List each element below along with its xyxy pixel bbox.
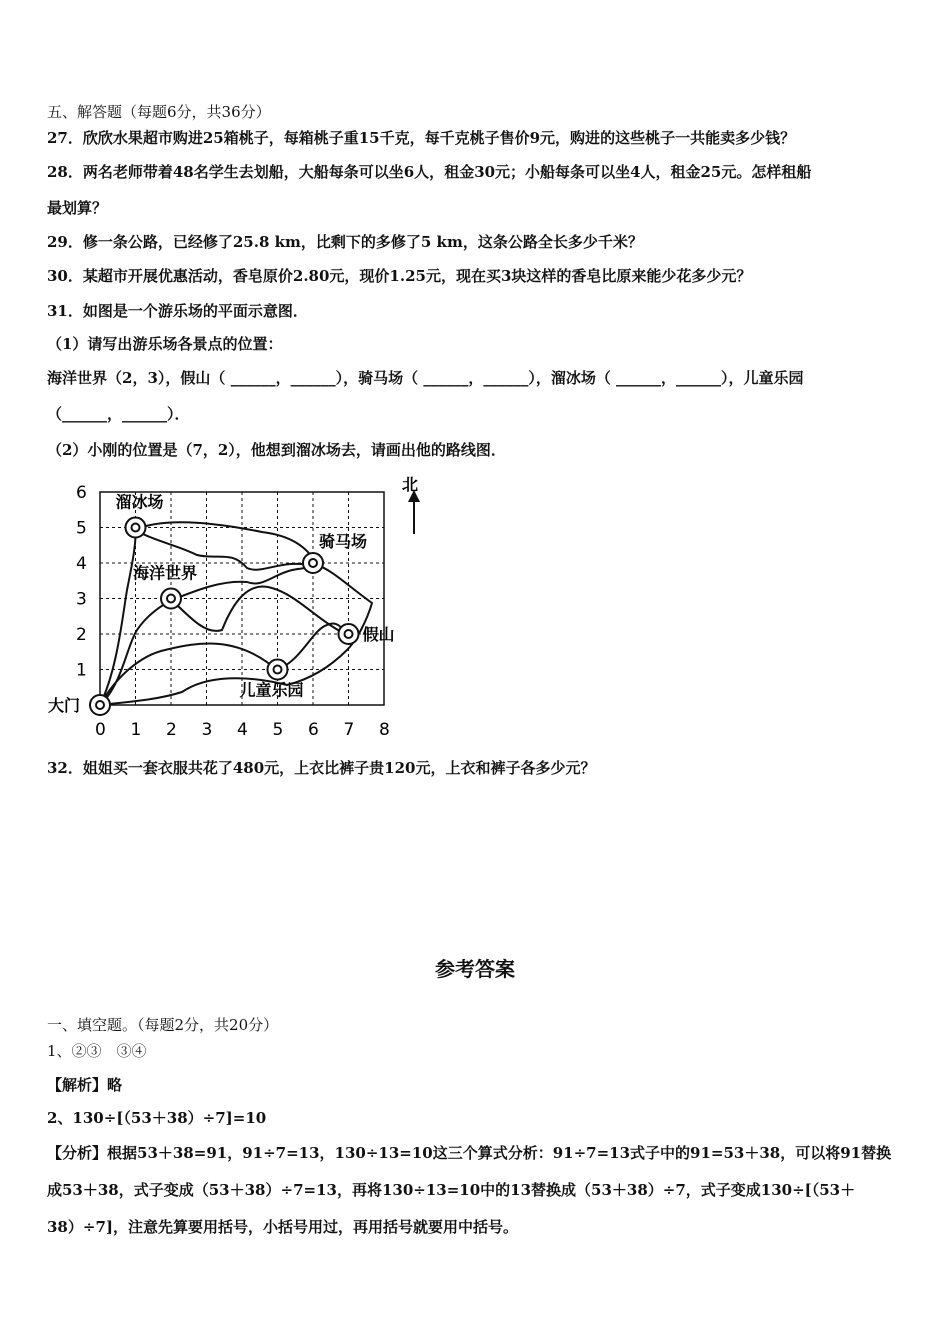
x-tick-label: 0 [95,720,106,740]
answers-section1-header: 一、填空题。（每题2分，共20分） [47,1016,279,1034]
question-31-part2: （2）小刚的位置是（7，2），他想到溜冰场去，请画出他的路线图． [47,441,506,459]
place-label: 大门 [48,696,81,715]
y-tick-label: 2 [76,625,87,645]
x-tick-label: 5 [272,720,284,740]
answer-2-analysis-line1: 【分析】根据53＋38=91，91÷7=13，130÷13=10这三个算式分析：91÷7=13式子中的91=53＋38，可以将91替换 [47,1144,892,1162]
x-tick-label: 2 [166,720,177,740]
y-tick-label: 6 [76,483,87,503]
x-tick-label: 3 [201,720,213,740]
question-31: 31．如图是一个游乐场的平面示意图． [47,302,308,320]
section5-header: 五、解答题（每题6分，共36分） [47,103,271,121]
question-27: 27．欣欣水果超市购进25箱桃子，每箱桃子重15千克，每千克桃子售价9元，购进的这些桃子一共能卖多少钱？ [47,129,796,147]
route-park-hill [277,623,347,670]
place-label: 溜冰场 [115,492,164,512]
question-32: 32．姐姐买一套衣服共花了480元，上衣比裤子贵120元，上衣和裤子各多少元？ [47,759,596,777]
answer-2: 2、130÷[（53＋38）÷7]=10 [47,1109,267,1127]
place-marker [161,589,181,609]
place-marker [339,624,359,644]
y-tick-label: 5 [76,518,87,539]
place-label: 海洋世界 [133,563,198,583]
y-tick-label: 3 [76,589,87,610]
north-label: 北 [402,475,419,494]
answer-1: 1、②③ ③④ [47,1042,147,1060]
question-30: 30．某超市开展优惠活动，香皂原价2.80元，现价1.25元，现在买3块这样的香皂比原来能少花多少元？ [47,267,752,285]
x-tick-label: 6 [308,720,319,740]
question-28-line1: 28．两名老师带着48名学生去划船，大船每条可以坐6人，租金30元；小船每条可以坐4人，租金25元。怎样租船 [47,163,812,181]
place-marker [303,553,323,573]
x-tick-label: 8 [379,720,390,740]
place-label: 骑马场 [319,532,368,551]
amusement-park-map [47,470,427,745]
place-marker [268,660,288,680]
answer-2-analysis-line3: 38）÷7]，注意先算要用括号，小括号用过，再用括号就要用中括号。 [47,1218,518,1236]
place-marker [126,518,146,538]
question-31-part1: （1）请写出游乐场各景点的位置： [47,335,283,353]
question-29: 29．修一条公路，已经修了25.8 km，比剩下的多修了5 km，这条公路全长多少千米？ [47,233,643,251]
answers-title: 参考答案 [435,957,515,981]
question-31-fill-line1: 海洋世界（2，3），假山（ ______，______），骑马场（ ______，______），溜冰场（ ______，______），儿童乐园 [47,369,804,387]
north-arrow [402,475,420,534]
question-31-fill-line2: （______，______）． [47,405,190,423]
place-label: 假山 [362,625,395,644]
x-tick-label: 7 [343,720,355,740]
answer-1-analysis: 【解析】略 [47,1076,123,1094]
answer-2-analysis-line2: 成53＋38，式子变成（53＋38）÷7=13，再将130÷13=10中的13替换成（53＋38）÷7，式子变成130÷[（53＋ [47,1181,856,1199]
x-tick-label: 1 [130,720,142,740]
place-marker [90,695,110,715]
y-tick-label: 4 [76,554,87,574]
x-tick-label: 4 [237,720,248,740]
y-tick-label: 1 [76,660,87,681]
question-28-line2: 最划算？ [47,199,108,217]
place-label: 儿童乐园 [239,680,304,700]
